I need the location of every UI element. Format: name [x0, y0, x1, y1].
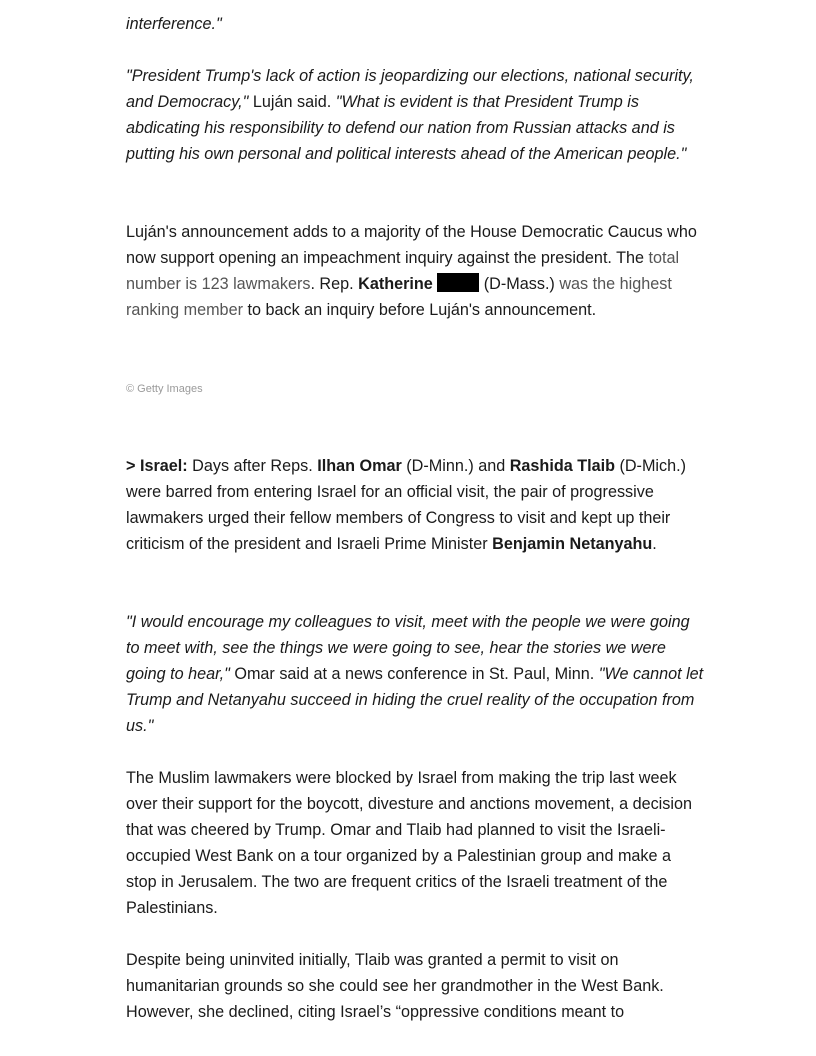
- body-text: (D-Mich.) were barred from entering Israel for an official visit, the pair of progressive lawmakers urged their fellow members of Congress to visit and kept up their criticism of the president and Israeli Prime Minister: [126, 457, 687, 553]
- body-text: Days after Reps.: [187, 457, 318, 475]
- paragraph-omar-quote: [126, 609, 706, 739]
- body-text: Luján's announcement adds to a majority of the House Democratic Caucus who now support opening an impeachment inquiry against the president. The: [126, 223, 697, 267]
- person-name: Rashida Tlaib: [509, 457, 615, 475]
- link-total-number[interactable]: total number is 123 lawmakers: [126, 249, 680, 293]
- paragraph-tlaib-permit: Despite being uninvited initially, Tlaib was granted a permit to visit on humanitarian grounds so she could see her grandmother in the West Bank. However, she declined, citing Israel’s “oppressive conditions meant to: [126, 951, 664, 1021]
- paragraph-impeachment-inquiry: [126, 219, 706, 323]
- body-text: to back an inquiry before Luján's announcement.: [242, 301, 597, 319]
- redaction-box: [437, 273, 479, 292]
- paragraph-israel: [126, 453, 706, 557]
- person-name: Ilhan Omar: [317, 457, 402, 475]
- person-name: Katherine: [358, 275, 433, 293]
- person-name: Benjamin Netanyahu: [492, 535, 653, 553]
- quote-text: "We cannot let Trump and Netanyahu succeed in hiding the cruel reality of the occupation from us.": [126, 665, 704, 735]
- quote-text: "President Trump's lack of action is jeopardizing our elections, national security, and Democracy,": [126, 67, 694, 111]
- quote-text: "What is evident is that President Trump is abdicating his responsibility to defend our nation from Russian attacks and is putting his own personal and political interests ahead of the American people.": [126, 93, 687, 163]
- body-text: .: [652, 535, 657, 553]
- paragraph-blocked-trip: The Muslim lawmakers were blocked by Israel from making the trip last week over their support for the boycott, divesture and anctions movement, a decision that was cheered by Trump. Omar and Tlaib had planned to visit the Israeli-occupied West Bank on a tour organized by a Palestinian group and make a stop in Jerusalem. The two are frequent critics of the Israeli treatment of the Palestinians.: [126, 769, 692, 917]
- quote-text: "I would encourage my colleagues to visit, meet with the people we were going to meet with, see the things we were going to see, hear the stories we were going to hear,": [126, 613, 690, 683]
- body-text: . Rep.: [310, 275, 359, 293]
- body-text: (D-Minn.) and: [401, 457, 510, 475]
- paragraph-lujan-quote: [126, 63, 706, 167]
- quote-text: interference.": [126, 15, 222, 33]
- paragraph-quote-continuation: [126, 11, 222, 37]
- image-credit-caption: © Getty Images: [126, 383, 203, 395]
- link-highest-ranking[interactable]: was the highest ranking member: [126, 275, 672, 319]
- section-prefix: > Israel:: [126, 457, 188, 475]
- attribution-text: Omar said at a news conference in St. Paul, Minn.: [229, 665, 599, 683]
- attribution-text: Luján said.: [248, 93, 336, 111]
- body-text: (D-Mass.): [479, 275, 560, 293]
